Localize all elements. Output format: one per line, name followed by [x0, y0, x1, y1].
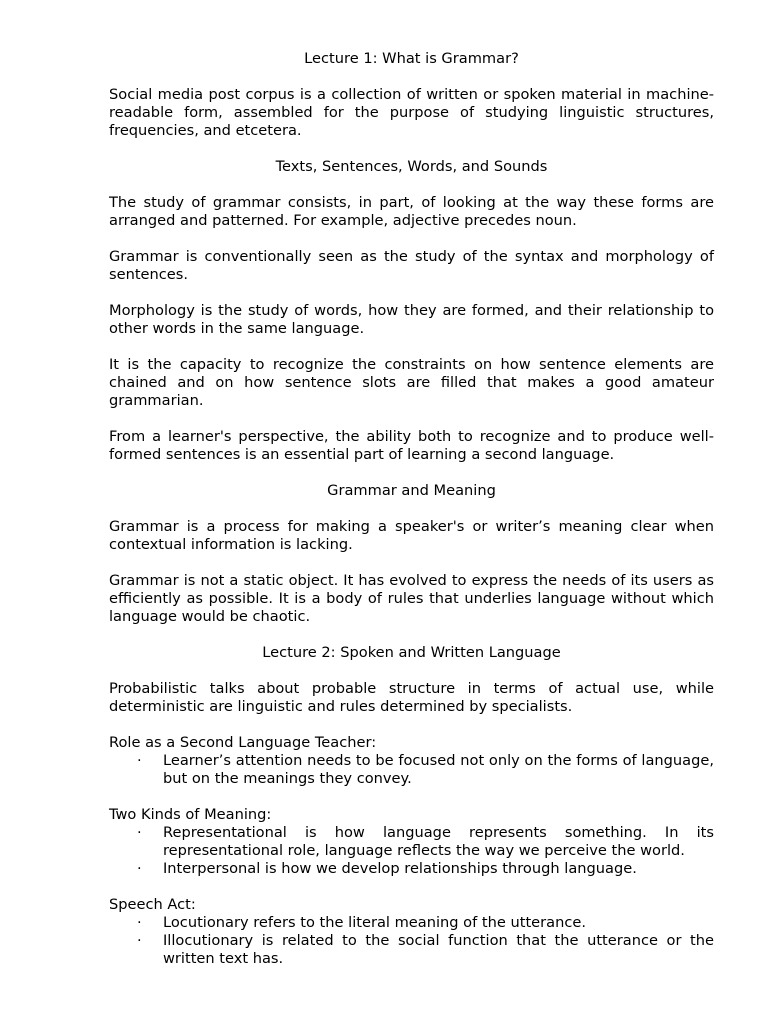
section-grammar-meaning: Grammar and Meaning: [327, 482, 496, 499]
list-item: · Representational is how language represents something. In its representational role, language reflects the way we perceive the world.: [137, 824, 714, 859]
lecture2-heading: Lecture 2: Spoken and Written Language: [262, 644, 561, 661]
paragraph-study-of-grammar: The study of grammar consists, in part, of looking at the way these forms are arranged and patterned. For example, adjective precedes noun.: [109, 194, 714, 229]
lecture1-heading: Lecture 1: What is Grammar?: [304, 50, 519, 67]
section-texts-sentences: Texts, Sentences, Words, and Sounds: [275, 158, 548, 175]
meaning-list: [109, 824, 714, 878]
speech-act-label: Speech Act:: [109, 896, 196, 913]
paragraph-corpus: Social media post corpus is a collection of written or spoken material in machine-readable form, assembled for the purpose of studying linguistic structures, frequencies, and etcetera.: [109, 86, 714, 139]
paragraph-syntax-morphology: Grammar is conventionally seen as the study of the syntax and morphology of sentences.: [109, 248, 714, 283]
bullet: ·: [137, 752, 142, 769]
document-page: [109, 50, 714, 968]
list-item: · Locutionary refers to the literal meaning of the utterance.: [137, 914, 586, 931]
speech-act-list: [109, 914, 714, 968]
list-item: · Illocutionary is related to the social function that the utterance or the written text has.: [137, 932, 714, 967]
bullet: ·: [137, 932, 142, 949]
list-item: · Interpersonal is how we develop relationships through language.: [137, 860, 637, 877]
paragraph-grammar-not-static: Grammar is not a static object. It has evolved to express the needs of its users as efficiently as possible. It is a body of rules that underlies language without which language would be chaotic.: [109, 572, 714, 625]
meaning-label: Two Kinds of Meaning:: [109, 806, 272, 823]
role-list: [109, 752, 714, 788]
paragraph-learner-perspective: From a learner's perspective, the ability both to recognize and to produce well-formed sentences is an essential part of learning a second language.: [109, 428, 714, 463]
paragraph-constraints: It is the capacity to recognize the constraints on how sentence elements are chained and on how sentence slots are filled that makes a good amateur grammarian.: [109, 356, 714, 409]
paragraph-grammar-process: Grammar is a process for making a speaker's or writer’s meaning clear when contextual information is lacking.: [109, 518, 714, 553]
bullet: ·: [137, 824, 142, 841]
bullet: ·: [137, 914, 142, 931]
role-label: Role as a Second Language Teacher:: [109, 734, 377, 751]
bullet: ·: [137, 860, 142, 877]
paragraph-probabilistic: Probabilistic talks about probable structure in terms of actual use, while deterministic are linguistic and rules determined by specialists.: [109, 680, 714, 715]
paragraph-morphology: Morphology is the study of words, how they are formed, and their relationship to other words in the same language.: [109, 302, 714, 337]
list-item: · Learner’s attention needs to be focused not only on the forms of language, but on the meanings they convey.: [137, 752, 714, 787]
